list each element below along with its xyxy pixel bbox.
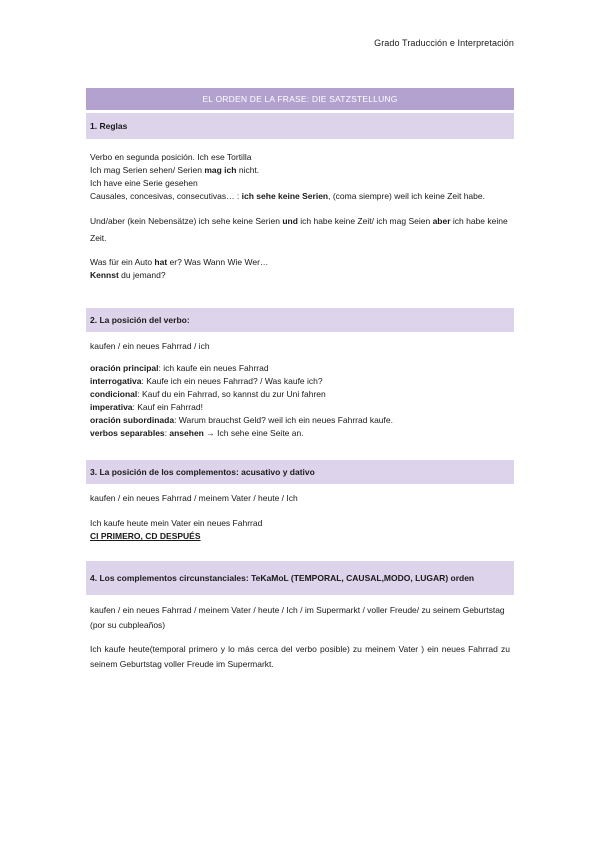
example-line: kaufen / ein neues Fahrrad / meinem Vater / heute / Ich / im Supermarkt / voller Freude/ zu seinem Geburtstag (por su cubpleaños) bbox=[90, 605, 505, 630]
section-3-body bbox=[86, 492, 514, 543]
example-sentence: Ich kaufe heute mein Vater ein neues Fahrrad bbox=[90, 518, 263, 528]
rule-note: CI PRIMERO, CD DESPUÉS bbox=[90, 531, 201, 541]
section-3-heading: 3. La posición de los complementos: acusativo y dativo bbox=[86, 460, 514, 484]
section-2-heading: 2. La posición del verbo: bbox=[86, 308, 514, 332]
sentence-type-line: condicional: Kauf du ein Fahrrad, so kannst du zur Uni fahren bbox=[90, 389, 326, 399]
example-line: kaufen / ein neues Fahrrad / ich bbox=[90, 341, 210, 351]
example-sentence: Ich kaufe heute(temporal primero y lo más cerca del verbo posible) zu meinem Vater ) ein neues Fahrrad zu seinem Geburtstag voller Freude im Supermarkt. bbox=[90, 644, 510, 669]
page-header: Grado Traducción e Interpretación bbox=[374, 38, 514, 48]
sentence-type-line: oración principal: ich kaufe ein neues Fahrrad bbox=[90, 363, 269, 373]
rule-line: Kennst du jemand? bbox=[90, 270, 166, 280]
section-1-heading: 1. Reglas bbox=[86, 113, 514, 139]
rule-line: Verbo en segunda posición. Ich ese Tortilla bbox=[90, 152, 252, 162]
sentence-type-line: imperativa: Kauf ein Fahrrad! bbox=[90, 402, 203, 412]
document-content bbox=[86, 88, 514, 672]
sentence-type-line: verbos separables: ansehen → Ich sehe eine Seite an. bbox=[90, 428, 304, 438]
section-4-heading: 4. Los complementos circunstanciales: TeKaMoL (TEMPORAL, CAUSAL,MODO, LUGAR) orden bbox=[86, 561, 514, 595]
document-title: EL ORDEN DE LA FRASE: DIE SATZSTELLUNG bbox=[86, 88, 514, 110]
section-1-body bbox=[86, 151, 514, 282]
rule-line: Was für ein Auto hat er? Was Wann Wie Wer… bbox=[90, 257, 269, 267]
example-line: kaufen / ein neues Fahrrad / meinem Vater / heute / Ich bbox=[90, 493, 298, 503]
sentence-type-line: oración subordinada: Warum brauchst Geld? weil ich ein neues Fahrrad kaufe. bbox=[90, 415, 393, 425]
rule-line: Und/aber (kein Nebensätze) ich sehe keine Serien und ich habe keine Zeit/ ich mag Seien aber ich habe keine Zeit. bbox=[90, 216, 508, 243]
rule-line: Causales, concesivas, consecutivas… : ich sehe keine Serien, (coma siempre) weil ich keine Zeit habe. bbox=[90, 191, 485, 201]
sentence-type-line: interrogativa: Kaufe ich ein neues Fahrrad? / Was kaufe ich? bbox=[90, 376, 323, 386]
rule-line: Ich mag Serien sehen/ Serien mag ich nicht. bbox=[90, 165, 260, 175]
rule-line: Ich have eine Serie gesehen bbox=[90, 178, 198, 188]
section-4-body bbox=[86, 603, 514, 672]
section-2-body bbox=[86, 340, 514, 440]
